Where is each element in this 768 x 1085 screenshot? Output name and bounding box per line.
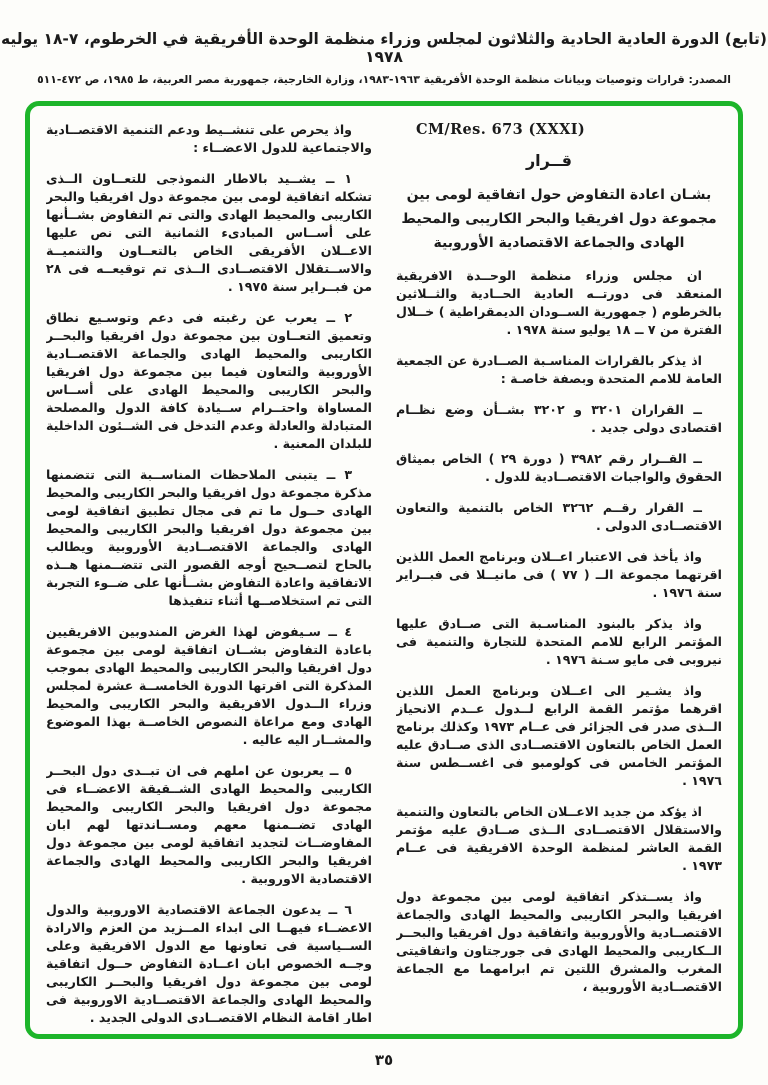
preamble-non-aligned-algiers-colombo: واذ يشـير الى اعــلان وبرنامج العمل اللذين اقرهما مؤتمر القمة الرابع لــدول عــدم الانحياز الــذى صدر فى الجزائر فى عــام ١٩٧٣ وكذلك برنامج العمل الخاص بالتعاون الاقتصــادى الذى صــادق عليه المؤتمر الخامس فى كولومبو فى اغســطس سنة ١٩٧٦ .	[396, 683, 722, 788]
resolution-title	[396, 183, 722, 255]
column-right	[396, 121, 722, 1024]
resolution-heading: قــرار	[525, 151, 573, 170]
preamble-council-session: ان مجلس وزراء منظمة الوحــدة الافريقية المنعقد فى دورتــه العادية الحــادية والثــلاثين بالخرطوم ( جمهورية الســودان الديمقراطية ) خــلال الفترة من ٧ ــ ١٨ يوليو سنة ١٩٧٨ .	[396, 268, 722, 337]
resolution-number: CM/Res. 673 (XXXI)	[416, 121, 586, 138]
header-source-line: المصدر: قرارات وتوصيات وبيانات منظمة الوحدة الأفريقية ١٩٦٣-١٩٨٣، وزارة الخارجية، جمهورية مصر العربية، ط ١٩٨٥، ص ٤٧٢-٥١١	[37, 73, 731, 86]
preamble-unctad-nairobi: واذ يذكر بالبنود المناسـبة التى صــادق عليها المؤتمر الرابع للامم المتحدة للتجارة والتنمية فى نيروبى فى مايو سـنة ١٩٧٦ .	[396, 616, 722, 667]
page-header	[0, 0, 768, 86]
page-number: ٣٥	[374, 1051, 394, 1069]
green-border-frame	[25, 101, 743, 1039]
operative-paragraph-6: ٦ ــ يدعون الجماعة الاقتصادية الاوروبية والدول الاعضــاء فيهــا الى ابداء المــزيد من العزم والارادة الســياسية فى تعاونها مع الدول الافريقية وعلى وجــه الخصوص ابان اعــادة التفاوض حــول اتفاقية لومى بين مجموعة دول افريقيا والبحــر الكاريبى والمحيط الهادى والجماعة الاقتصــادية الاوروبية فى اطار اقامة النظام الاقتصــادى الدولى الجديد .	[46, 902, 372, 1024]
operative-paragraph-3: ٣ ــ يتبنى الملاحظات المناســبة التى تتضمنها مذكرة مجموعة دول افريقيا والبحر الكاريبى والمحيط الهادى حــول ما تم فى مجال تطبيق اتفاقية لومى بين مجموعة دول افريقيا والبحر الكاريبى والمحيط الهادى والجماعة الاقتصــادية الأوروبية ويطالب بالحاح لتصــحيح أوجه القصور التى تتضــمنها هــذه الاتفاقية واعادة التفاوض بشــأنها على ضــوء التجربة التى تم استخلاصــها أثناء تنفيذها	[46, 467, 372, 608]
two-column-body	[46, 121, 722, 1024]
header-session-line: (تابع) الدورة العادية الحادية والثلاثون لمجلس وزراء منظمة الوحدة الأفريقية في الخرطوم، ٧-١٨ يوليه ١٩٧٨	[1, 30, 767, 66]
list-item-resolutions-3201-3202: ــ القراران ٣٢٠١ و ٣٢٠٢ بشــأن وضع نظــام اقتصادى دولى جديد .	[396, 402, 722, 435]
operative-paragraph-2: ٢ ــ يعرب عن رغبته فى دعم وتوسـيع نطاق وتعميق التعــاون بين مجموعة دول افريقيا والبحــر الكاريبى والمحيط الهادى والجماعة الاقتصــادية الأوروبية والتعاون فيما بين مجموعة دول افريقيا والبحر الكاريبى والمحيط الهادى على أســاس المساواة واحتــرام ســيادة كافة الدول والمصلحة المتبادلة والعادلة وعدم التدخل فى الشــئون الداخلية للبلدان المعنية .	[46, 310, 372, 451]
preamble-manila-declaration: واذ يأخذ فى الاعتبار اعــلان وبرنامج العمل اللذين اقرتهما مجموعة الــ ( ٧٧ ) فى مانيــلا فى فبــراير سنة ١٩٧٦ .	[396, 549, 722, 600]
list-item-resolution-3982: ــ القــرار رقم ٣٩٨٢ ( دورة ٢٩ ) الخاص بميثاق الحقوق والواجبات الاقتصــادية للدول .	[396, 451, 722, 484]
column-left	[46, 121, 372, 1024]
resolution-title-line-1: بشـان اعادة التفاوض حول اتفاقية لومى بين	[406, 187, 712, 203]
list-item-resolution-3262: ــ القرار رقــم ٣٢٦٢ الخاص بالتنمية والتعاون الاقتصــادى الدولى .	[396, 500, 722, 533]
preamble-recalling-un-resolutions: اذ يذكر بالقرارات المناسـبة الصــادرة عن الجمعية العامة للامم المتحدة وبصفة خاصـة :	[396, 353, 722, 386]
resolution-title-line-3: الهادى والجماعة الاقتصادية الأوروبية	[433, 235, 685, 251]
operative-paragraph-1: ١ ــ يشــيد بالاطار النموذجى للتعــاون الــذى تشكله اتفاقية لومى بين مجموعة دول افريقيا والبحر الكاريبى والمحيط الهادى والتى تم التفاوض بشــأنها على أســاس المبادىء الثمانية التى نص عليها الاعــلان الأفريقى الخاص بالتعــاون والتنميــة والاســتقلال الاقتصــادى الــذى تم توقيعــه فى ٢٨ من فبــراير سنة ١٩٧٥ .	[46, 171, 372, 294]
operative-paragraph-4: ٤ ــ سـيفوض لهذا الغرض المندوبين الافريقيين باعادة التفاوض بشــان اتفاقية لومى بين مجموعة دول افريقيا والبحر الكاريبى والمحيط الهادى بموجب المذكرة التى اقرتها الدورة الخامســة عشرة لمجلس وزراء الــدول الافريقية والبحر الكاريبى والمحيط الهادى ومع مراعاة النصوص الخاصــة بهذا الموضوع والمشــار اليه عاليه .	[46, 624, 372, 747]
preamble-development-support: واذ يحرص على تنشــيط ودعم التنمية الاقتصــادية والاجتماعية للدول الاعضــاء :	[46, 122, 372, 155]
operative-paragraph-5: ٥ ــ يعربون عن املهم فى ان تبــدى دول البحــر الكاريبى والمحيط الهادى الشــقيقة الاعضــاء فى مجموعة دول افريقيا والبحر الكاريبى والمحيط الهادى تضــمنها معهم ومســاندتها لهم ابان المفاوضــات لتجديد اتفاقية لومى بين مجموعة دول افريقيا والبحر الكاريبى والمحيط الهادى والجماعة الاقتصادية الاوروبية .	[46, 763, 372, 886]
preamble-oau-tenth-summit: اذ يؤكد من جديد الاعــلان الخاص بالتعاون والتنمية والاستقلال الاقتصــادى الــذى صــادق عليه مؤتمر القمة العاشر لمنظمة الوحدة الافريقية فى عــام ١٩٧٣ .	[396, 804, 722, 873]
resolution-title-line-2: مجموعة دول افريقيا والبحر الكاريبى والمحيط	[401, 211, 717, 227]
preamble-lome-georgetown-agreements: واذ يســتذكر اتفاقية لومى بين مجموعة دول افريقيا والبحر الكاريبى والمحيط الهادى والجماعة الاقتصــادية والأوروبية واتفاقية دول افريقيا والبحــر الــكاريبى والمحيط الهادى فى جورجتاون واتفاقيتى المغرب والمشرق اللتين تم ابرامهما مع الجماعة الاقتصــادية الأوروبية ،	[396, 889, 722, 994]
